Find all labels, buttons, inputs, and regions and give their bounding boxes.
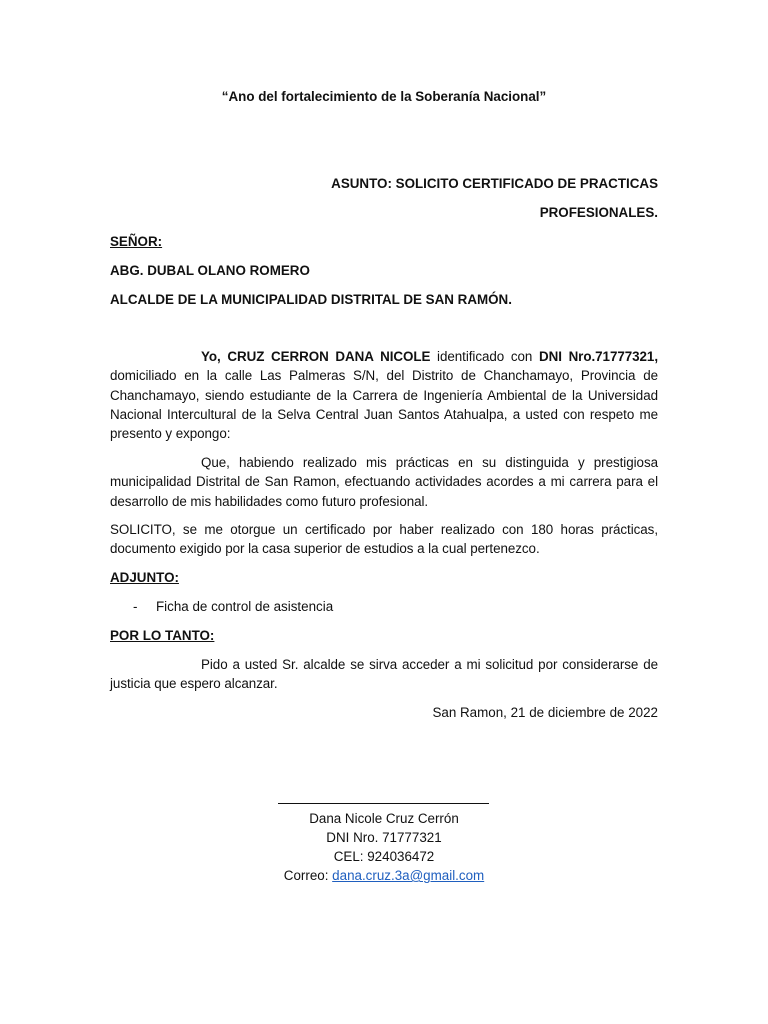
attachment-item-text: Ficha de control de asistencia: [156, 599, 334, 614]
practices-paragraph: Que, habiendo realizado mis prácticas en su distinguida y prestigiosa municipalidad Distrital de San Ramon, efectuando actividades acordes a mi carrera para el desarrollo de mis habilidades como futuro profesional.: [110, 455, 658, 509]
intro-paragraph: [110, 347, 658, 443]
year-motto: “Ano del fortalecimiento de la Soberanía Nacional”: [221, 89, 547, 104]
recipient-name: ABG. DUBAL OLANO ROMERO: [110, 263, 310, 278]
letter-page: [110, 0, 658, 1024]
signer-name: Dana Nicole Cruz Cerrón: [309, 811, 459, 826]
applicant-name: CRUZ CERRON DANA NICOLE: [227, 349, 431, 364]
closing-paragraph: Pido a usted Sr. alcalde se sirva acceder a mi solicitud por considerarse de justicia que espero alcanzar.: [110, 657, 658, 692]
subject-line-2: PROFESIONALES.: [539, 205, 658, 220]
salutation: SEÑOR:: [110, 234, 163, 249]
bullet-dash: -: [133, 599, 138, 614]
signature-line: [278, 803, 489, 804]
signer-email-line: [110, 866, 658, 885]
closing-heading: POR LO TANTO:: [110, 628, 215, 643]
request-paragraph: SOLICITO, se me otorgue un certificado por haber realizado con 180 horas prácticas, documento exigido por la casa superior de estudios a la cual pertenezco.: [110, 522, 658, 557]
email-label: Correo:: [283, 868, 333, 883]
intro-rest: domiciliado en la calle Las Palmeras S/N, del Distrito de Chanchamayo, Provincia de Chanchamayo, siendo estudiante de la Carrera de Ingeniería Ambiental de la Universidad Nacional Intercultural de la Selva Central Juan Santos Atahualpa, a usted con respeto me presento y expongo:: [110, 368, 658, 442]
signer-dni: DNI Nro. 71777321: [326, 830, 442, 845]
attachments-heading: ADJUNTO:: [110, 570, 179, 585]
subject-line-1: ASUNTO: SOLICITO CERTIFICADO DE PRACTICAS: [331, 176, 658, 191]
applicant-dni: DNI Nro.71777321,: [538, 349, 658, 364]
intro-identified: identificado con: [430, 349, 539, 364]
recipient-title: ALCALDE DE LA MUNICIPALIDAD DISTRITAL DE SAN RAMÓN.: [110, 292, 512, 307]
intro-yo: Yo,: [201, 349, 228, 364]
email-link[interactable]: dana.cruz.3a@gmail.com: [332, 868, 485, 883]
place-date: San Ramon, 21 de diciembre de 2022: [432, 705, 658, 720]
signer-cel: CEL: 924036472: [333, 849, 435, 864]
